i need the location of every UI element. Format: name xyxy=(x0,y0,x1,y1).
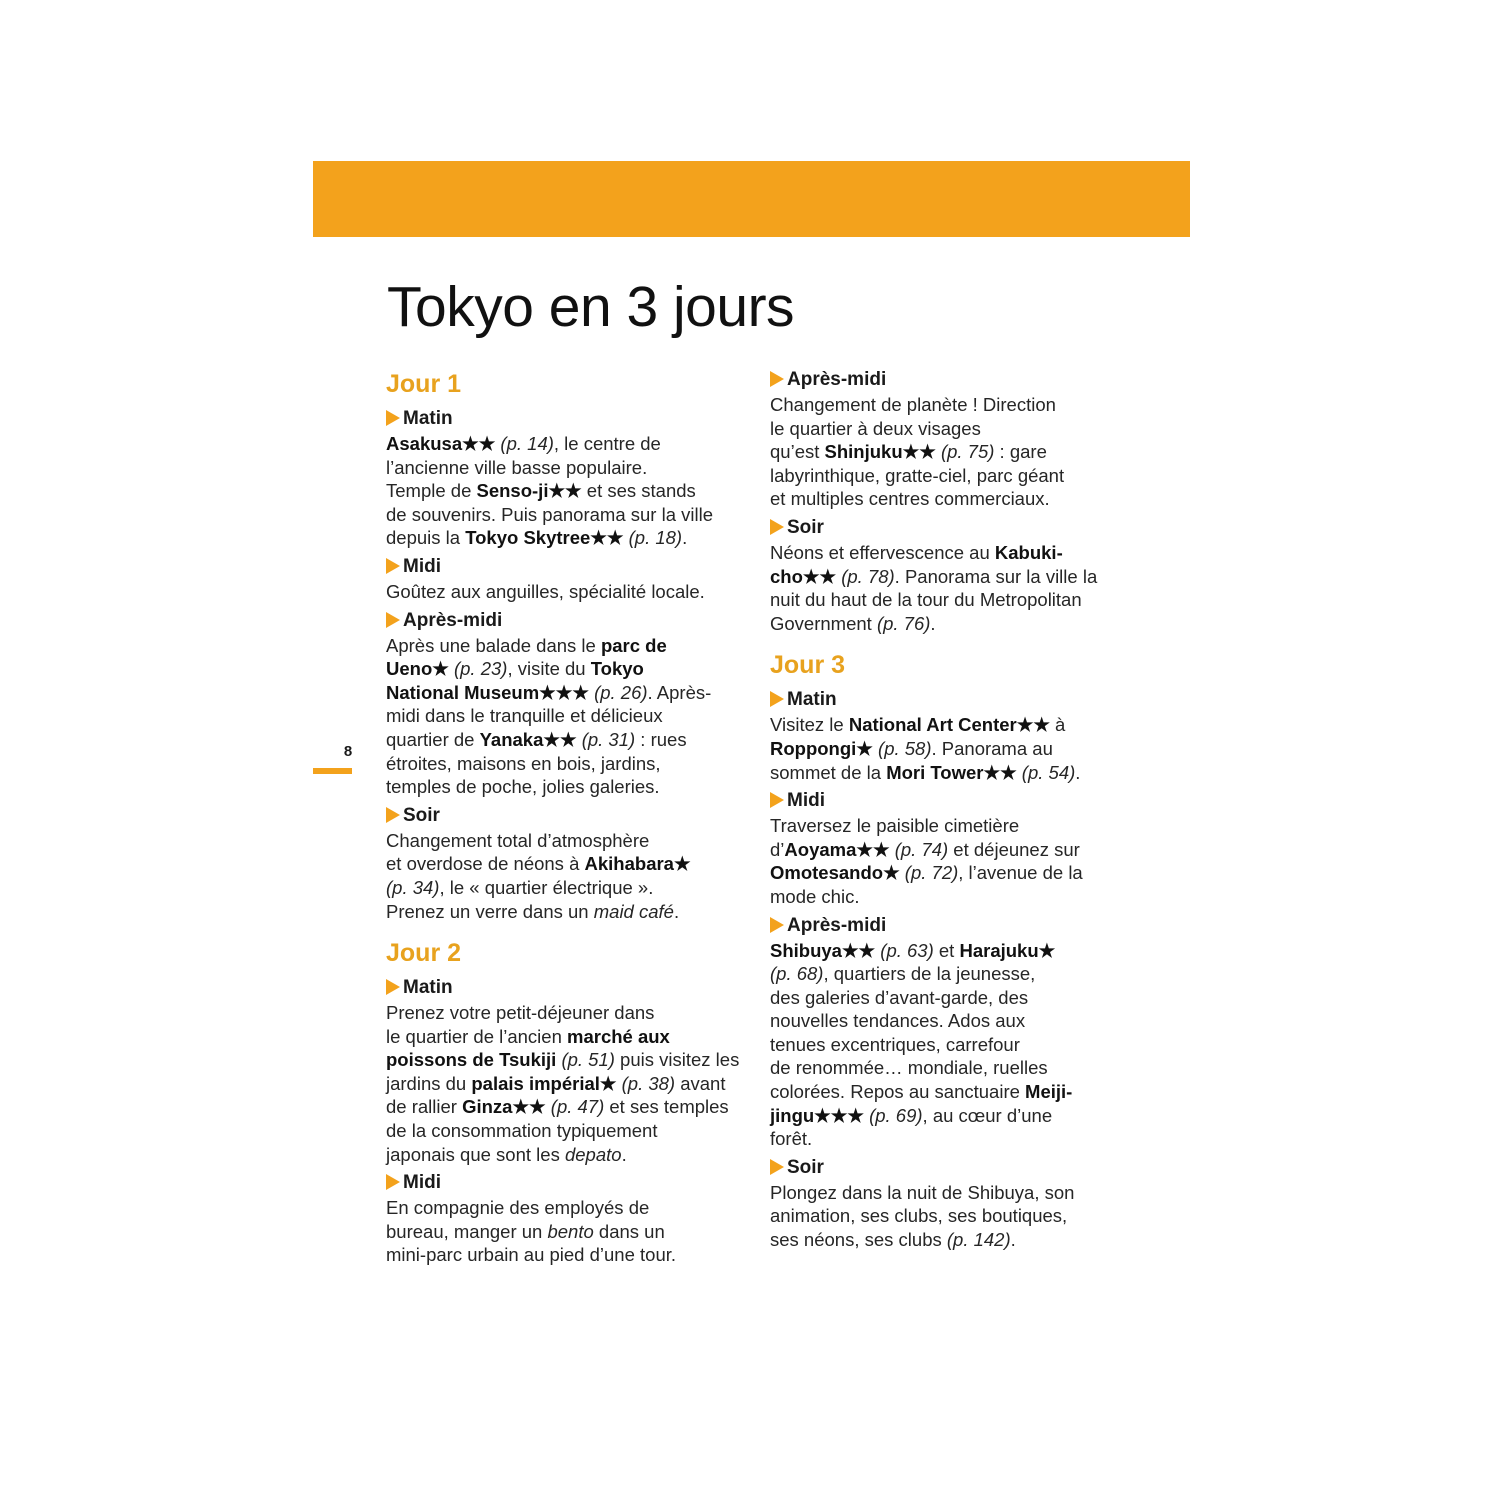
text-line xyxy=(386,1119,756,1143)
section-label-text: Après-midi xyxy=(787,369,887,390)
text-run: depuis la xyxy=(386,527,466,549)
text-run: quartier de xyxy=(386,728,480,750)
text-run: . Panorama sur la ville la xyxy=(894,565,1098,587)
text-run: mode chic. xyxy=(770,885,860,907)
page-reference: (p. 31) xyxy=(581,728,636,750)
text-run: forêt. xyxy=(770,1128,813,1150)
page-reference: (p. 51) xyxy=(561,1049,615,1071)
text-line xyxy=(386,829,756,853)
place-name: Aoyama★★ xyxy=(784,838,890,860)
text-line xyxy=(386,1196,756,1220)
text-run: le quartier à deux visages xyxy=(770,417,981,439)
text-run: . xyxy=(930,612,936,634)
text-line xyxy=(770,861,1140,885)
day-block xyxy=(386,367,756,923)
text-line xyxy=(770,565,1140,589)
section-label xyxy=(770,913,1140,939)
text-run: : rues xyxy=(635,728,687,750)
play-triangle-icon xyxy=(770,691,784,707)
text-run: et ses stands xyxy=(581,480,696,502)
text-run: à xyxy=(1049,714,1066,736)
section-label xyxy=(386,406,756,432)
text-line xyxy=(386,1025,756,1049)
text-line xyxy=(770,737,1140,761)
play-triangle-icon xyxy=(770,371,784,387)
text-run: Government xyxy=(770,612,877,634)
text-line xyxy=(770,1104,1140,1128)
page-reference: (p. 76) xyxy=(876,612,931,634)
text-run: nuit du haut de la tour du Metropolitan xyxy=(770,589,1082,611)
section-label-text: Midi xyxy=(787,790,825,812)
text-run: de renommée… mondiale, ruelles xyxy=(770,1057,1048,1079)
place-name: Harajuku★ xyxy=(959,939,1056,961)
text-line xyxy=(770,1033,1140,1057)
play-triangle-icon xyxy=(770,792,784,808)
play-triangle-icon xyxy=(386,410,400,426)
text-line xyxy=(386,1220,756,1244)
play-triangle-icon xyxy=(770,519,784,535)
text-line xyxy=(386,634,756,658)
text-line xyxy=(770,588,1140,612)
page-reference: (p. 75) xyxy=(940,441,995,463)
text-run: . xyxy=(621,1143,627,1165)
text-line xyxy=(386,775,756,799)
place-name: parc de xyxy=(600,634,667,656)
text-line xyxy=(386,580,756,604)
text-run: avant xyxy=(675,1072,726,1094)
text-line xyxy=(770,885,1140,909)
text-run: puis visitez les xyxy=(614,1049,740,1071)
text-run: l’ancienne ville basse populaire. xyxy=(386,456,648,478)
page-reference: bento xyxy=(547,1220,594,1242)
play-triangle-icon xyxy=(386,612,400,628)
place-name: Mori Tower★★ xyxy=(886,761,1017,783)
page-reference: (p. 78) xyxy=(841,565,895,587)
section-label xyxy=(770,1155,1140,1181)
time-section xyxy=(386,406,756,550)
text-run: Après une balade dans le xyxy=(386,634,601,656)
text-run: , le « quartier électrique ». xyxy=(439,876,654,898)
time-section xyxy=(770,515,1140,635)
text-line xyxy=(770,1056,1140,1080)
text-run: étroites, maisons en bois, jardins, xyxy=(386,752,661,774)
text-run: Temple de xyxy=(386,480,477,502)
time-section xyxy=(770,1155,1140,1252)
day-heading: Jour 3 xyxy=(770,651,846,680)
text-line xyxy=(386,728,756,752)
page-reference: (p. 142) xyxy=(946,1229,1011,1251)
text-line xyxy=(770,417,1140,441)
page-reference: depato xyxy=(564,1143,622,1165)
text-run: japonais que sont les xyxy=(386,1143,565,1165)
text-line xyxy=(386,479,756,503)
page-reference: (p. 72) xyxy=(904,862,959,884)
page-reference: (p. 18) xyxy=(628,527,683,549)
section-label xyxy=(386,1170,756,1196)
text-run: , quartiers de la jeunesse, xyxy=(823,963,1036,985)
play-triangle-icon xyxy=(386,558,400,574)
text-run: colorées. Repos au sanctuaire xyxy=(770,1081,1026,1103)
text-line xyxy=(770,487,1140,511)
time-section xyxy=(386,554,756,604)
text-run: , le centre de xyxy=(553,433,661,454)
text-run: et overdose de néons à xyxy=(386,853,585,875)
text-run: qu’est xyxy=(770,441,825,463)
text-line xyxy=(770,939,1140,963)
text-line xyxy=(386,456,756,480)
play-triangle-icon xyxy=(386,807,400,823)
page-title: Tokyo en 3 jours xyxy=(387,275,795,339)
text-run: Changement de planète ! Direction xyxy=(770,394,1056,415)
text-line xyxy=(386,1143,756,1167)
place-name: National Art Center★★ xyxy=(848,714,1050,736)
page-reference: (p. 26) xyxy=(594,681,648,703)
day-block xyxy=(770,367,1140,635)
text-line xyxy=(770,612,1140,636)
section-label-text: Matin xyxy=(787,689,837,711)
text-run: Changement total d’atmosphère xyxy=(386,829,650,851)
section-label xyxy=(386,975,756,1001)
text-run: , visite du xyxy=(507,658,591,680)
page-reference: (p. 69) xyxy=(869,1104,923,1126)
text-line xyxy=(770,986,1140,1010)
text-line xyxy=(386,900,756,924)
text-line xyxy=(770,1204,1140,1228)
text-line xyxy=(770,541,1140,565)
text-line xyxy=(770,440,1140,464)
time-section xyxy=(386,608,756,799)
place-name: Akihabara★ xyxy=(584,853,691,875)
page-reference: (p. 58) xyxy=(878,737,932,759)
text-run: de la consommation typiquement xyxy=(386,1120,658,1142)
text-run: et xyxy=(933,939,960,961)
text-run: labyrinthique, gratte-ciel, parc géant xyxy=(770,464,1065,486)
section-label-text: Après-midi xyxy=(787,914,887,936)
section-label-text: Soir xyxy=(403,804,440,826)
page-reference: (p. 68) xyxy=(770,963,824,985)
play-triangle-icon xyxy=(770,917,784,933)
place-name: Omotesando★ xyxy=(770,862,900,884)
page-reference: (p. 34) xyxy=(386,876,440,898)
place-name: Tokyo xyxy=(590,658,644,680)
place-name: Shinjuku★★ xyxy=(824,441,936,463)
text-run: nouvelles tendances. Ados aux xyxy=(770,1010,1026,1032)
text-run: Néons et effervescence au xyxy=(770,541,995,563)
page-reference: (p. 38) xyxy=(621,1072,676,1094)
text-run: Prenez un verre dans un xyxy=(386,900,594,922)
text-run: dans un xyxy=(593,1220,665,1242)
section-label-text: Midi xyxy=(403,555,441,577)
place-name: National Museum★★★ xyxy=(386,681,589,703)
text-line xyxy=(386,852,756,876)
place-name: Meiji- xyxy=(1025,1081,1073,1103)
place-name: Ginza★★ xyxy=(462,1096,546,1118)
text-run: , l’avenue de la xyxy=(958,862,1083,884)
text-run: : gare xyxy=(994,441,1047,463)
text-line xyxy=(770,838,1140,862)
time-section xyxy=(386,1170,756,1267)
place-name: jingu★★★ xyxy=(770,1104,864,1126)
text-line xyxy=(386,704,756,728)
text-line xyxy=(386,1048,756,1072)
text-line xyxy=(386,526,756,550)
text-run: , au cœur d’une xyxy=(922,1104,1053,1126)
place-name: Roppongi★ xyxy=(770,737,873,759)
text-line xyxy=(770,464,1140,488)
text-run: animation, ses clubs, ses boutiques, xyxy=(770,1205,1068,1227)
text-run: et déjeunez sur xyxy=(948,838,1080,860)
place-name: Kabuki- xyxy=(994,541,1063,563)
text-line xyxy=(770,962,1140,986)
text-run: temples de poche, jolies galeries. xyxy=(386,776,660,798)
text-run: de souvenirs. Puis panorama sur la ville xyxy=(386,503,713,525)
text-run: bureau, manger un xyxy=(386,1220,548,1242)
place-name: marché aux xyxy=(567,1025,670,1047)
text-run: de rallier xyxy=(386,1096,463,1118)
text-run: midi dans le tranquille et délicieux xyxy=(386,705,663,727)
section-label xyxy=(770,515,1140,541)
text-run: Goûtez aux anguilles, spécialité locale. xyxy=(386,580,705,602)
section-label xyxy=(386,608,756,634)
section-label-text: Midi xyxy=(403,1172,441,1194)
day-heading: Jour 2 xyxy=(386,939,462,968)
time-section xyxy=(770,367,1140,511)
section-label-text: Soir xyxy=(787,1156,824,1178)
text-run: ses néons, ses clubs xyxy=(770,1229,947,1251)
page-reference: (p. 23) xyxy=(453,658,508,680)
text-line xyxy=(386,503,756,527)
play-triangle-icon xyxy=(386,979,400,995)
section-label-text: Matin xyxy=(403,408,453,429)
text-line xyxy=(770,1181,1140,1205)
text-line xyxy=(770,1127,1140,1151)
text-run: . xyxy=(1075,761,1081,783)
text-run: le quartier de l’ancien xyxy=(386,1025,567,1047)
text-run: . xyxy=(682,527,688,549)
header-color-band xyxy=(313,161,1190,237)
time-section xyxy=(386,803,756,923)
text-run: sommet de la xyxy=(770,761,887,783)
text-run: Prenez votre petit-déjeuner dans xyxy=(386,1002,655,1024)
text-run: Visitez le xyxy=(770,714,849,736)
text-line xyxy=(770,1228,1140,1252)
place-name: poissons de Tsukiji xyxy=(386,1049,557,1071)
place-name: Ueno★ xyxy=(386,658,449,680)
text-run: d’ xyxy=(770,838,785,860)
page-reference: (p. 14) xyxy=(500,433,554,454)
place-name: cho★★ xyxy=(770,565,837,587)
text-run: des galeries d’avant-garde, des xyxy=(770,986,1029,1008)
text-line xyxy=(770,1009,1140,1033)
itinerary-column-right xyxy=(770,367,1140,1252)
page-reference: (p. 63) xyxy=(880,939,934,961)
play-triangle-icon xyxy=(770,1159,784,1175)
text-run: . Après- xyxy=(647,681,712,703)
text-line xyxy=(386,657,756,681)
page-number-bar xyxy=(313,768,352,774)
day-block xyxy=(770,648,1140,1251)
section-label xyxy=(386,803,756,829)
section-label xyxy=(770,687,1140,713)
text-line xyxy=(770,814,1140,838)
text-line xyxy=(386,681,756,705)
day-block xyxy=(386,936,756,1267)
time-section xyxy=(770,913,1140,1151)
time-section xyxy=(386,975,756,1166)
section-label-text: Après-midi xyxy=(403,609,503,631)
text-line xyxy=(386,752,756,776)
text-run: et multiples centres commerciaux. xyxy=(770,488,1050,510)
place-name: Shibuya★★ xyxy=(770,939,876,961)
text-line xyxy=(386,1243,756,1267)
section-label-text: Matin xyxy=(403,977,453,999)
place-name: Senso-ji★★ xyxy=(476,480,582,502)
text-line xyxy=(386,432,756,456)
text-line xyxy=(386,1001,756,1025)
text-line xyxy=(770,1080,1140,1104)
text-run: . xyxy=(1010,1229,1016,1251)
place-name: Yanaka★★ xyxy=(479,728,577,750)
text-run: . xyxy=(673,900,680,922)
page-number: 8 xyxy=(343,743,353,760)
page-reference: (p. 47) xyxy=(550,1096,605,1118)
time-section xyxy=(770,788,1140,908)
play-triangle-icon xyxy=(386,1174,400,1190)
text-line xyxy=(386,876,756,900)
text-run: et ses temples xyxy=(604,1096,729,1118)
itinerary-column-left xyxy=(386,367,756,1267)
section-label-text: Soir xyxy=(787,516,824,538)
text-run: En compagnie des employés de xyxy=(386,1197,650,1219)
place-name: palais impérial★ xyxy=(471,1072,617,1094)
text-run: . Panorama au xyxy=(931,737,1053,759)
page-reference: (p. 74) xyxy=(894,838,949,860)
text-run: jardins du xyxy=(386,1072,472,1094)
text-run: mini-parc urbain au pied d’une tour. xyxy=(386,1244,677,1266)
section-label xyxy=(770,367,1140,393)
place-name: Tokyo Skytree★★ xyxy=(465,527,624,549)
text-line xyxy=(770,713,1140,737)
section-label xyxy=(770,788,1140,814)
time-section xyxy=(770,687,1140,784)
place-name: Asakusa★★ xyxy=(386,433,496,454)
text-line xyxy=(386,1095,756,1119)
text-line xyxy=(770,393,1140,417)
text-line xyxy=(386,1072,756,1096)
page-reference: maid café xyxy=(593,900,674,922)
page-reference: (p. 54) xyxy=(1021,761,1076,783)
day-heading: Jour 1 xyxy=(386,370,462,398)
text-run: Traversez le paisible cimetière xyxy=(770,815,1020,837)
text-line xyxy=(770,761,1140,785)
text-run: Plongez dans la nuit de Shibuya, son xyxy=(770,1181,1075,1203)
text-run: tenues excentriques, carrefour xyxy=(770,1033,1020,1055)
section-label xyxy=(386,554,756,580)
